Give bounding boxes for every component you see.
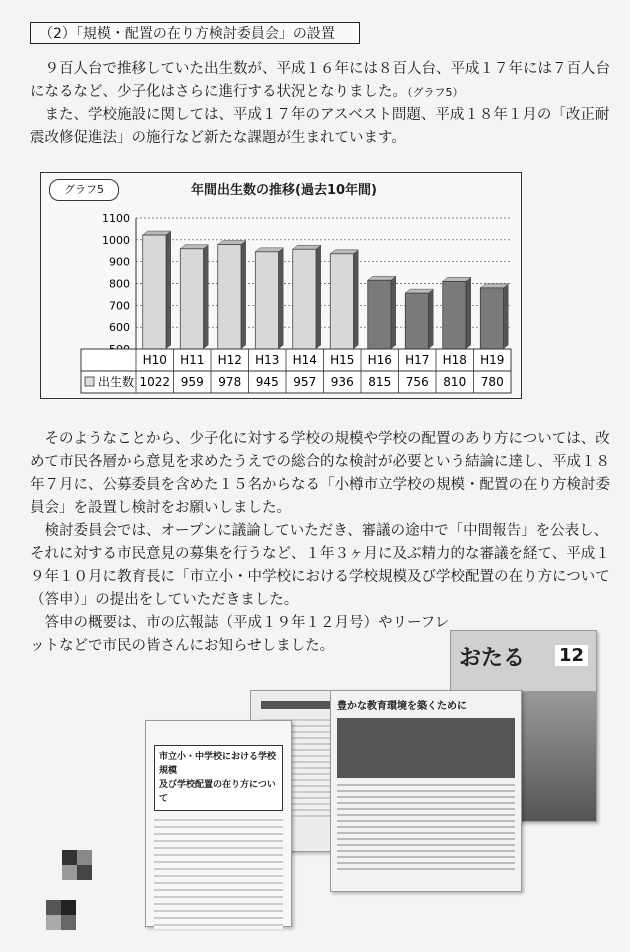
y-tick-label: 600 [109, 321, 130, 335]
magazine-logo: おたる [459, 646, 526, 671]
bar-side [279, 248, 284, 349]
y-tick-label: 1100 [102, 212, 130, 225]
bar-side [316, 245, 321, 349]
y-tick-label: 1000 [102, 233, 130, 247]
data-value-label: 815 [368, 375, 392, 389]
bar-top [180, 245, 208, 249]
bar-top [218, 241, 246, 245]
x-category-label: H12 [217, 353, 242, 367]
x-category-label: H19 [480, 353, 505, 367]
data-value-label: 945 [255, 375, 279, 389]
bar-side [204, 245, 209, 349]
bar [368, 280, 391, 349]
x-category-label: H14 [292, 353, 317, 367]
y-tick-label: 900 [109, 255, 130, 269]
chart-svg [41, 173, 521, 398]
y-tick-label: 700 [109, 299, 130, 313]
bar-top [480, 284, 508, 288]
x-category-label: H18 [442, 353, 467, 367]
bar-side [391, 276, 396, 349]
x-category-label: H16 [367, 353, 392, 367]
y-tick-label: 800 [109, 277, 130, 291]
bar [443, 281, 466, 349]
decorative-squares-bottom [46, 900, 76, 930]
bar [255, 252, 278, 349]
section-heading: （2）「規模・配置の在り方検討委員会」の設置 [30, 22, 360, 44]
paragraph-2: また、学校施設に関しては、平成１７年のアスベスト問題、平成１８年１月の「改正耐震改修促進法」の施行など新たな課題が生まれています。 [30, 107, 610, 146]
bar-side [166, 231, 171, 349]
leaflet-title-line2: 及び学校配置の在り方について [159, 780, 276, 804]
bar [480, 288, 503, 349]
data-value-label: 959 [180, 375, 204, 389]
data-value-label: 978 [218, 375, 242, 389]
bar-side [429, 289, 434, 349]
legend-swatch [85, 377, 94, 386]
leaflet-image [145, 720, 292, 927]
graph-tag: グラフ5 [49, 179, 119, 201]
bar [143, 235, 166, 349]
data-value-label: 810 [443, 375, 467, 389]
x-category-label: H11 [180, 353, 205, 367]
bar-top [255, 248, 283, 252]
paragraph-3: そのようなことから、少子化に対する学校の規模や学校の配置のあり方については、改めて市民各層から意見を求めたうえでの総合的な検討が必要という結論に達し、平成１８年７月に、公募委員を含めた１５名からなる「小樽市立学校の規模・配置の在り方検討委員会」を設置し検討をお願いしました。 [30, 431, 610, 516]
x-category-label: H10 [142, 353, 167, 367]
data-value-label: 780 [480, 375, 504, 389]
bar-top [443, 277, 471, 281]
birth-chart [40, 172, 522, 399]
x-category-label: H17 [405, 353, 430, 367]
bar-side [354, 250, 359, 349]
report-heading: 豊かな教育環境を築くために [337, 701, 467, 712]
bar-side [241, 241, 246, 349]
series-name-label: 出生数 [98, 375, 135, 389]
paragraph-1: ９百人台で推移していた出生数が、平成１６年には８百人台、平成１７年には７百人台になるなど、少子化はさらに進行する状況となりました。（グラフ5） [30, 61, 610, 100]
data-value-label: 936 [330, 375, 354, 389]
bar-top [368, 276, 396, 280]
decorative-squares-top [62, 850, 92, 880]
bar [405, 293, 428, 349]
bar [330, 254, 353, 349]
bar-side [466, 277, 471, 349]
bar-top [293, 245, 321, 249]
bar [180, 249, 203, 349]
magazine-issue: 12 [555, 645, 588, 666]
bar [293, 249, 316, 349]
bar-side [504, 284, 509, 349]
bar [218, 245, 241, 349]
bar-top [405, 289, 433, 293]
chart-title: 年間出生数の推移(過去10年間) [191, 183, 377, 198]
report-spread-image [330, 690, 522, 892]
x-category-label: H15 [330, 353, 355, 367]
leaflet-title-line1: 市立小・中学校における学校規模 [159, 752, 277, 776]
graph-reference: （グラフ5） [407, 86, 464, 99]
bar-top [330, 250, 358, 254]
x-category-label: H13 [255, 353, 280, 367]
data-value-label: 957 [293, 375, 317, 389]
data-value-label: 1022 [139, 375, 171, 389]
paragraph-4: 検討委員会では、オープンに議論していただき、審議の途中で「中間報告」を公表し、それに対する市民意見の募集を行うなど、１年３ヶ月に及ぶ精力的な審議を経て、平成１９年１０月に教育長に「市立小・中学校における学校規模及び学校配置の在り方について（答申）」の提出をしていただきました。 [30, 523, 610, 608]
bar-top [143, 231, 171, 235]
data-value-label: 756 [405, 375, 429, 389]
paragraph-5: 答申の概要は、市の広報誌（平成１９年１２月号）やリーフレットなどで市民の皆さんにお知らせしました。 [30, 615, 450, 654]
